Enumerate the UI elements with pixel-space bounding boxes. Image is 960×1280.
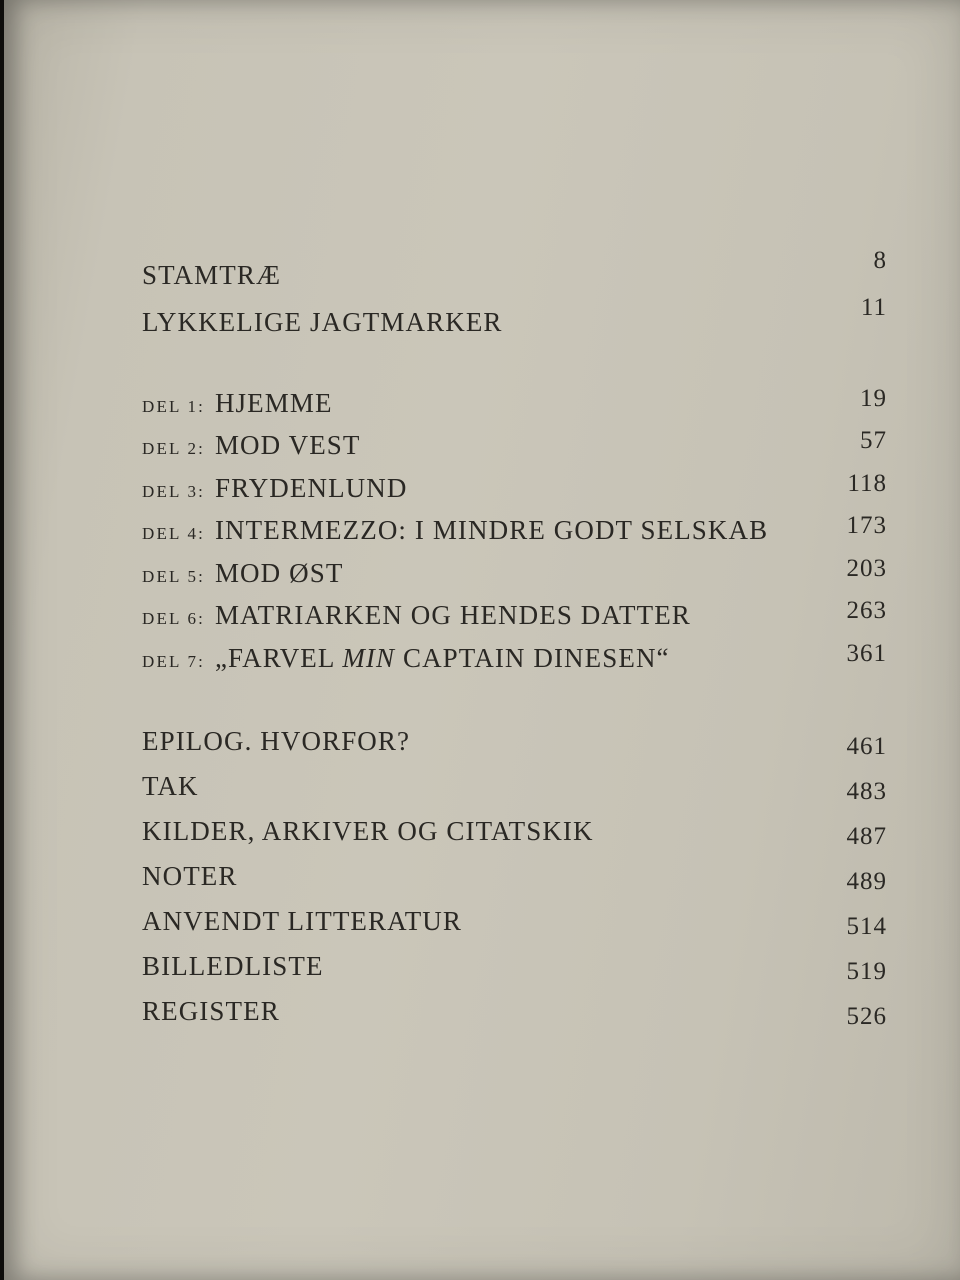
part-prefix: DEL 6:: [142, 609, 206, 628]
toc-entry: [142, 718, 887, 763]
entry-title: NOTER: [142, 860, 238, 891]
toc-entry: [142, 943, 887, 988]
toc-entry: [142, 808, 887, 853]
toc-parts: [142, 382, 887, 680]
entry-page-number: 57: [860, 427, 887, 454]
entry-page-number: 487: [846, 822, 887, 850]
entry-page-number: 483: [846, 777, 887, 805]
toc-entry: [142, 637, 887, 680]
toc-entry: [142, 467, 887, 510]
toc-entry: [142, 247, 887, 297]
part-title-start: „FARVEL: [214, 642, 343, 673]
entry-page-number: 118: [847, 469, 887, 497]
entry-title: TAK: [142, 770, 199, 801]
toc-entry: [142, 425, 887, 468]
entry-title: [142, 600, 691, 631]
part-title: INTERMEZZO: I MINDRE GODT SELSKAB: [214, 515, 769, 545]
part-prefix: DEL 5:: [142, 566, 206, 586]
toc-entry: [142, 988, 887, 1033]
part-title: MOD VEST: [214, 430, 361, 460]
entry-page-number: 8: [873, 247, 887, 274]
entry-title: LYKKELIGE JAGTMARKER: [142, 307, 503, 337]
entry-title: [142, 515, 768, 546]
table-of-contents: [142, 247, 887, 1071]
entry-title: [142, 430, 361, 461]
entry-page-number: 203: [846, 554, 887, 582]
toc-entry: [142, 552, 887, 595]
entry-page-number: 173: [846, 512, 887, 539]
entry-title: [142, 473, 407, 504]
part-title: MATRIARKEN OG HENDES DATTER: [214, 600, 691, 630]
entry-title: [142, 388, 333, 419]
entry-title: REGISTER: [142, 995, 280, 1026]
toc-back-matter: [142, 718, 887, 1033]
toc-entry: [142, 382, 887, 425]
entry-title: [142, 643, 670, 674]
toc-entry: [142, 595, 887, 638]
part-prefix: DEL 7:: [142, 651, 206, 671]
part-title-end: CAPTAIN DINESEN“: [395, 642, 670, 673]
part-title: MOD ØST: [214, 557, 344, 588]
toc-front-matter: [142, 247, 887, 344]
part-title: FRYDENLUND: [214, 472, 408, 503]
entry-page-number: 514: [846, 912, 887, 940]
toc-entry: [142, 510, 887, 553]
part-prefix: DEL 4:: [142, 524, 206, 543]
part-title: HJEMME: [214, 387, 333, 418]
toc-entry: [142, 898, 887, 943]
entry-page-number: 11: [860, 294, 887, 321]
part-prefix: DEL 1:: [142, 396, 206, 416]
entry-page-number: 461: [846, 732, 887, 760]
book-page: [4, 0, 960, 1280]
entry-title: BILLEDLISTE: [142, 950, 324, 981]
part-title-italic: MIN: [342, 642, 396, 673]
part-prefix: DEL 3:: [142, 481, 206, 501]
toc-entry: [142, 763, 887, 808]
toc-entry: [142, 294, 887, 344]
entry-title: KILDER, ARKIVER OG CITATSKIK: [142, 815, 594, 846]
entry-title: ANVENDT LITTERATUR: [142, 905, 463, 936]
entry-page-number: 519: [846, 957, 887, 985]
entry-page-number: 263: [846, 597, 887, 624]
entry-page-number: 361: [846, 639, 887, 667]
toc-entry: [142, 853, 887, 898]
entry-title: [142, 558, 343, 589]
entry-title: STAMTRÆ: [142, 260, 282, 290]
entry-page-number: 19: [860, 384, 887, 412]
part-prefix: DEL 2:: [142, 439, 206, 458]
entry-page-number: 489: [846, 867, 887, 895]
entry-page-number: 526: [846, 1002, 887, 1030]
entry-title: EPILOG. HVORFOR?: [142, 725, 411, 756]
